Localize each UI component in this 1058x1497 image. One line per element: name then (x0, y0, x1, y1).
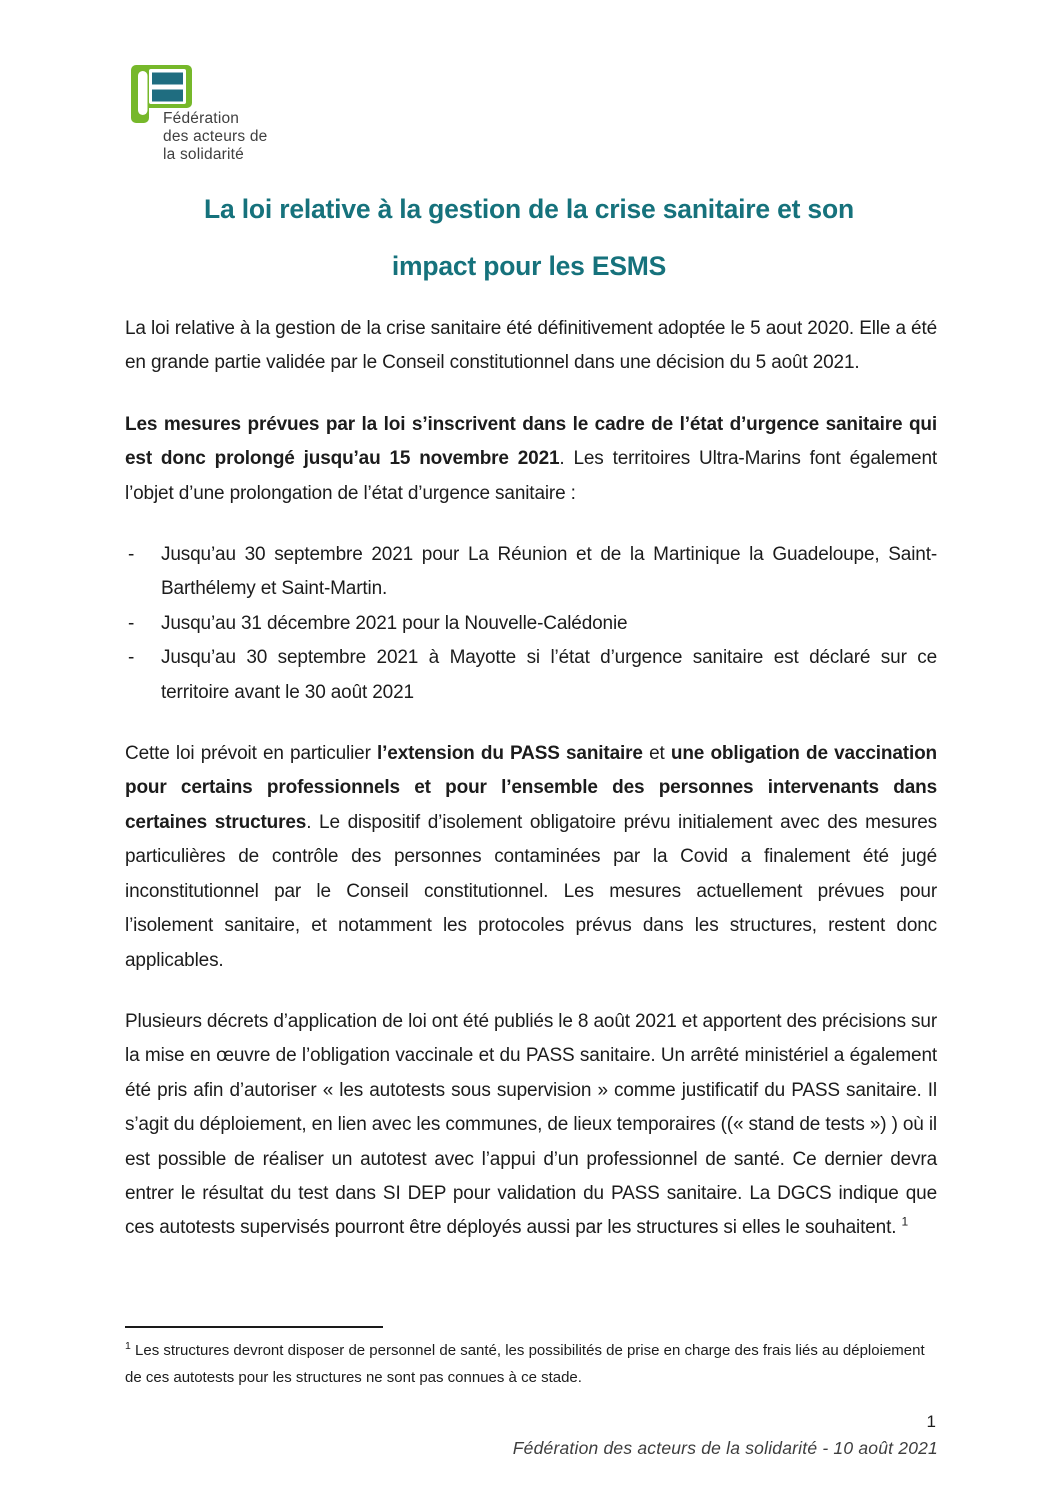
footnote-text (125, 1337, 937, 1391)
paragraph (125, 408, 937, 511)
footnote-marker: 1 (125, 1340, 131, 1352)
bullet-item: - Jusqu’au 30 septembre 2021 pour La Réunion et de la Martinique la Guadeloupe, Saint-Barthélemy et Saint-Martin. (125, 538, 937, 607)
footnote-separator (125, 1326, 383, 1328)
page-footer: Fédération des acteurs de la solidarité - 10 août 2021 (512, 1438, 938, 1458)
text-run: . Le dispositif d’isolement obligatoire prévu initialement avec des mesures particulières de contrôle des personnes contaminées par la Covid a finalement été jugé inconstitutionnel par le Conseil constitutionnel. Les mesures actuellement prévues pour l’isolement sanitaire, et notamment les protocoles prévus dans les structures, restent donc applicables. (125, 811, 937, 971)
footnote-section (125, 1326, 937, 1391)
paragraph (125, 1005, 937, 1246)
org-name-line: des acteurs de (163, 128, 268, 145)
document-content (125, 312, 937, 1273)
document-title (0, 181, 1058, 295)
org-name-line: la solidarité (163, 146, 245, 163)
bullet-item: - Jusqu’au 31 décembre 2021 pour la Nouvelle-Calédonie (125, 607, 937, 641)
paragraph (125, 312, 937, 381)
bold-text-run: une obligation de vaccination pour certains professionnels et pour l’ensemble des personnes intervenants dans certaines structures (125, 743, 937, 833)
bullet-list (125, 538, 937, 710)
text-run: Cette loi prévoit en particulier (125, 743, 378, 765)
bullet-item: - Jusqu’au 30 septembre 2021 à Mayotte si l’état d’urgence sanitaire est déclaré sur ce territoire avant le 30 août 2021 (125, 641, 937, 710)
document-title-line1: La loi relative à la gestion de la crise sanitaire et son (204, 194, 854, 224)
org-name (163, 110, 267, 164)
footnote-reference: 1 (901, 1215, 908, 1230)
paragraph (125, 737, 937, 978)
footnote-body: Les structures devront disposer de personnel de santé, les possibilités de prise en charge des frais liés au déploiement de ces autotests pour les structures ne sont pas connues à ce stade. (125, 1342, 925, 1386)
bold-text-run: l’extension du PASS sanitaire (377, 743, 643, 765)
page-number: 1 (926, 1412, 936, 1431)
org-name-line: Fédération (163, 110, 240, 127)
text-run: Plusieurs décrets d’application de loi ont été publiés le 8 août 2021 et apportent des précisions sur la mise en œuvre de l’obligation vaccinale et du PASS sanitaire. Un arrêté ministériel a également été pris afin d’autoriser « les autotests sous supervision » comme justificatif du PASS sanitaire. Il s’agit du déploiement, en lien avec les communes, de lieux temporaires ((« stand de tests ») ) où il est possible de réaliser un autotest avec l’appui d’un professionnel de santé. Ce dernier devra entrer le résultat du test dans SI DEP pour validation du PASS sanitaire. La DGCS indique que ces autotests supervisés pourront être déployés aussi par les structures si elles le souhaitent. (125, 1010, 937, 1239)
text-run: . Les territoires Ultra-Marins font également l’objet d’une prolongation de l’état d’urgence sanitaire : (125, 448, 937, 504)
text-run: La loi relative à la gestion de la crise sanitaire été définitivement adoptée le 5 aout 2020. Elle a été en grande partie validée par le Conseil constitutionnel dans une décision du 5 août 2021. (125, 318, 937, 374)
org-logo (131, 65, 268, 163)
bold-text-run: Les mesures prévues par la loi s’inscrivent dans le cadre de l’état d’urgence sanitaire qui est donc prolongé jusqu’au 15 novembre 2021 (125, 413, 937, 470)
text-run: et (642, 743, 671, 765)
document-title-line2: impact pour les ESMS (391, 251, 667, 281)
